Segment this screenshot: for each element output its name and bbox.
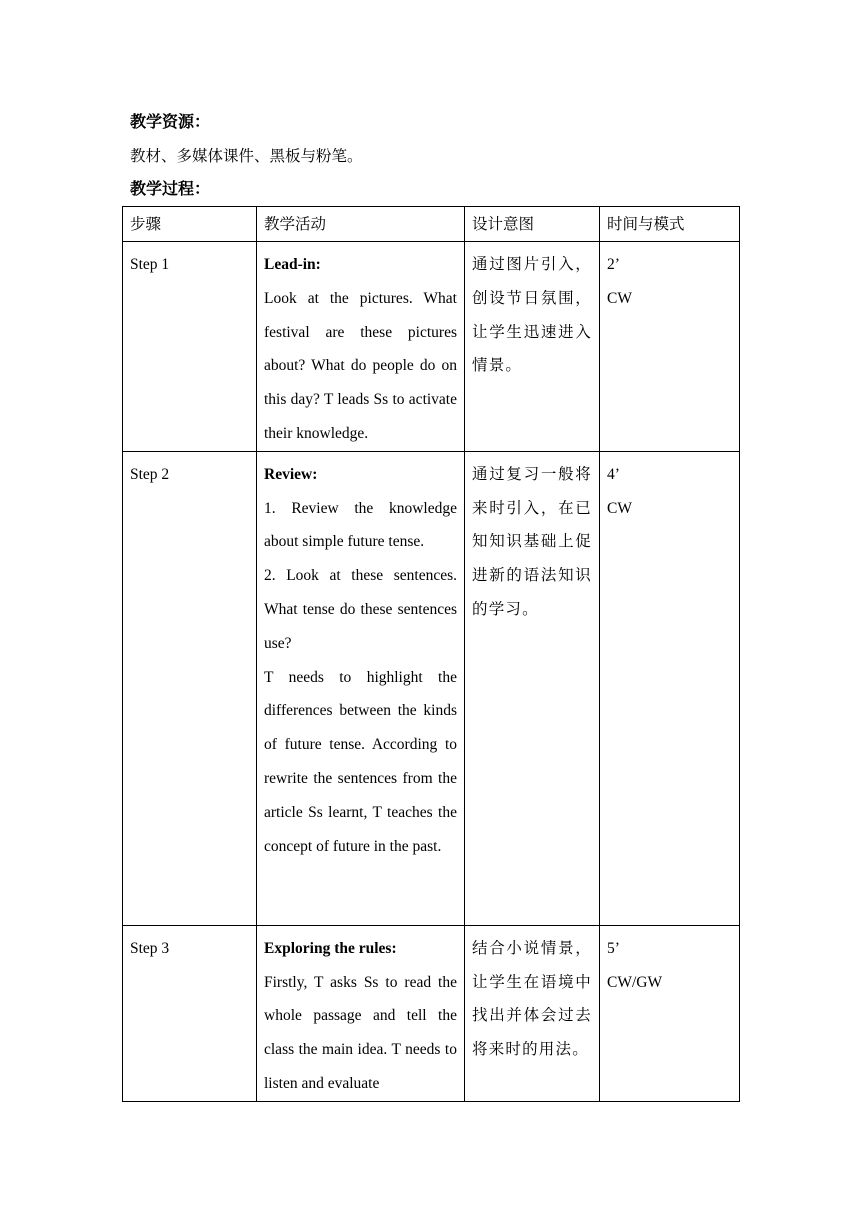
header-activity: 教学活动: [257, 207, 465, 242]
step-cell: Step 1: [123, 242, 257, 452]
activity-cell: [257, 451, 465, 925]
resources-heading: 教学资源：: [130, 112, 211, 131]
time-mode-cell: [600, 925, 740, 1101]
time-mode-cell: [600, 242, 740, 452]
activity-text: 2. Look at these sentences. What tense do these sentences use?: [264, 567, 457, 652]
mode-value: CW: [607, 499, 632, 517]
table-row: [123, 242, 740, 452]
mode-value: CW: [607, 289, 632, 307]
purpose-cell: 通过复习一般将来时引入，在已知知识基础上促进新的语法知识的学习。: [465, 451, 600, 925]
mode-value: CW/GW: [607, 973, 663, 991]
resources-text: 教材、多媒体课件、黑板与粉笔。: [130, 147, 363, 165]
activity-title: Exploring the rules:: [264, 939, 397, 957]
table-row: [123, 925, 740, 1101]
step-cell: Step 3: [123, 925, 257, 1101]
activity-text: Look at the pictures. What festival are these pictures about? What do people do on this day? T leads Ss to activate their knowledge.: [264, 289, 457, 442]
activity-title: Lead-in:: [264, 256, 321, 273]
lesson-table: [122, 206, 740, 1102]
process-heading: 教学过程：: [130, 179, 211, 198]
activity-text: 1. Review the knowledge about simple future tense.: [264, 499, 457, 551]
time-value: 5’: [607, 939, 620, 957]
activity-cell: [257, 925, 465, 1101]
time-value: 2’: [607, 256, 620, 273]
time-mode-cell: [600, 451, 740, 925]
header-purpose: 设计意图: [465, 207, 600, 242]
activity-text: Firstly, T asks Ss to read the whole passage and tell the class the main idea. T needs to listen and evaluate: [264, 973, 457, 1092]
header-time-mode: 时间与模式: [600, 207, 740, 242]
purpose-cell: 结合小说情景，让学生在语境中找出并体会过去将来时的用法。: [465, 925, 600, 1101]
step-cell: Step 2: [123, 451, 257, 925]
header-step: 步骤: [123, 207, 257, 242]
activity-text: T needs to highlight the differences between the kinds of future tense. According to rewrite the sentences from the article Ss learnt, T teaches the concept of future in the past.: [264, 668, 457, 855]
table-row: [123, 451, 740, 925]
table-header-row: [123, 207, 740, 242]
activity-title: Review:: [264, 465, 318, 483]
activity-cell: [257, 242, 465, 452]
time-value: 4’: [607, 465, 620, 483]
purpose-cell: 通过图片引入，创设节日氛围，让学生迅速进入情景。: [465, 242, 600, 452]
